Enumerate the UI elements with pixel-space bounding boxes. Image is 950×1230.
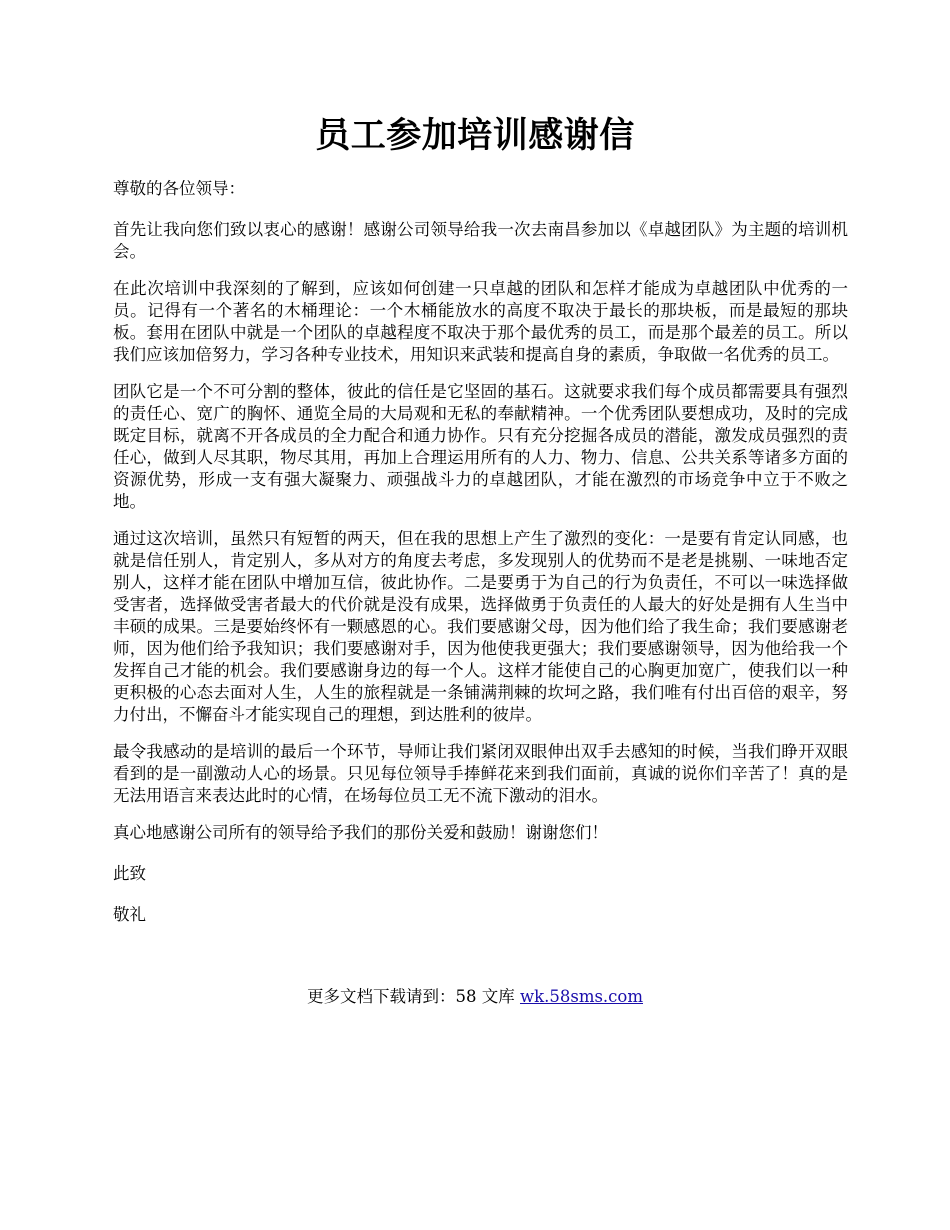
footer-link[interactable]: wk.58sms.com — [519, 987, 643, 1006]
salutation: 尊敬的各位领导： — [113, 179, 245, 198]
paragraph-5: 最令我感动的是培训的最后一个环节，导师让我们紧闭双眼伸出双手去感知的时候，当我们睁开双眼看到的是一副激动人心的场景。只见每位领导手捧鲜花来到我们面前，真诚的说你们辛苦了！真的是无法用语言来表达此时的心情，在场每位员工无不流下激动的泪水。 — [113, 742, 848, 805]
paragraph-6: 真心地感谢公司所有的领导给予我们的那份关爱和鼓励！谢谢您们！ — [113, 823, 608, 842]
footer — [0, 986, 950, 1008]
closing-line-1: 此致 — [113, 864, 146, 883]
paragraph-2: 在此次培训中我深刻的了解到，应该如何创建一只卓越的团队和怎样才能成为卓越团队中优秀的一员。记得有一个著名的木桶理论：一个木桶能放水的高度不取决于最长的那块板，而是最短的那块板。套用在团队中就是一个团队的卓越程度不取决于那个最优秀的员工，而是那个最差的员工。所以我们应该加倍努力，学习各种专业技术，用知识来武装和提高自身的素质，争取做一名优秀的员工。 — [113, 279, 848, 364]
letter-body — [113, 178, 848, 945]
paragraph-1: 首先让我向您们致以衷心的感谢！感谢公司领导给我一次去南昌参加以《卓越团队》为主题的培训机会。 — [113, 220, 848, 261]
paragraph-4: 通过这次培训，虽然只有短暂的两天，但在我的思想上产生了激烈的变化：一是要有肯定认同感，也就是信任别人，肯定别人，多从对方的角度去考虑，多发现别人的优势而不是老是挑剔、一味地否定别人，这样才能在团队中增加互信，彼此协作。二是要勇于为自己的行为负责任，不可以一味选择做受害者，选择做受害者最大的代价就是没有成果，选择做勇于负责任的人最大的好处是拥有人生当中丰硕的成果。三是要始终怀有一颗感恩的心。我们要感谢父母，因为他们给了我生命；我们要感谢老师，因为他们给予我知识；我们要感谢对手，因为他使我更强大；我们要感谢领导，因为他给我一个发挥自己才能的机会。我们要感谢身边的每一个人。这样才能使自己的心胸更加宽广，使我们以一种更积极的心态去面对人生，人生的旅程就是一条铺满荆棘的坎坷之路，我们唯有付出百倍的艰辛，努力付出，不懈奋斗才能实现自己的理想，到达胜利的彼岸。 — [113, 529, 848, 724]
paragraph-3: 团队它是一个不可分割的整体，彼此的信任是它坚固的基石。这就要求我们每个成员都需要具有强烈的责任心、宽广的胸怀、通览全局的大局观和无私的奉献精神。一个优秀团队要想成功，及时的完成既定目标，就离不开各成员的全力配合和通力协作。只有充分挖掘各成员的潜能，激发成员强烈的责任心，做到人尽其职，物尽其用，再加上合理运用所有的人力、物力、信息、公共关系等诸多方面的资源优势，形成一支有强大凝聚力、顽强战斗力的卓越团队，才能在激烈的市场竞争中立于不败之地。 — [113, 382, 848, 511]
closing-line-2: 敬礼 — [113, 905, 146, 924]
footer-text: 更多文档下载请到：58 文库 — [306, 987, 520, 1006]
document-title: 员工参加培训感谢信 — [315, 115, 635, 156]
